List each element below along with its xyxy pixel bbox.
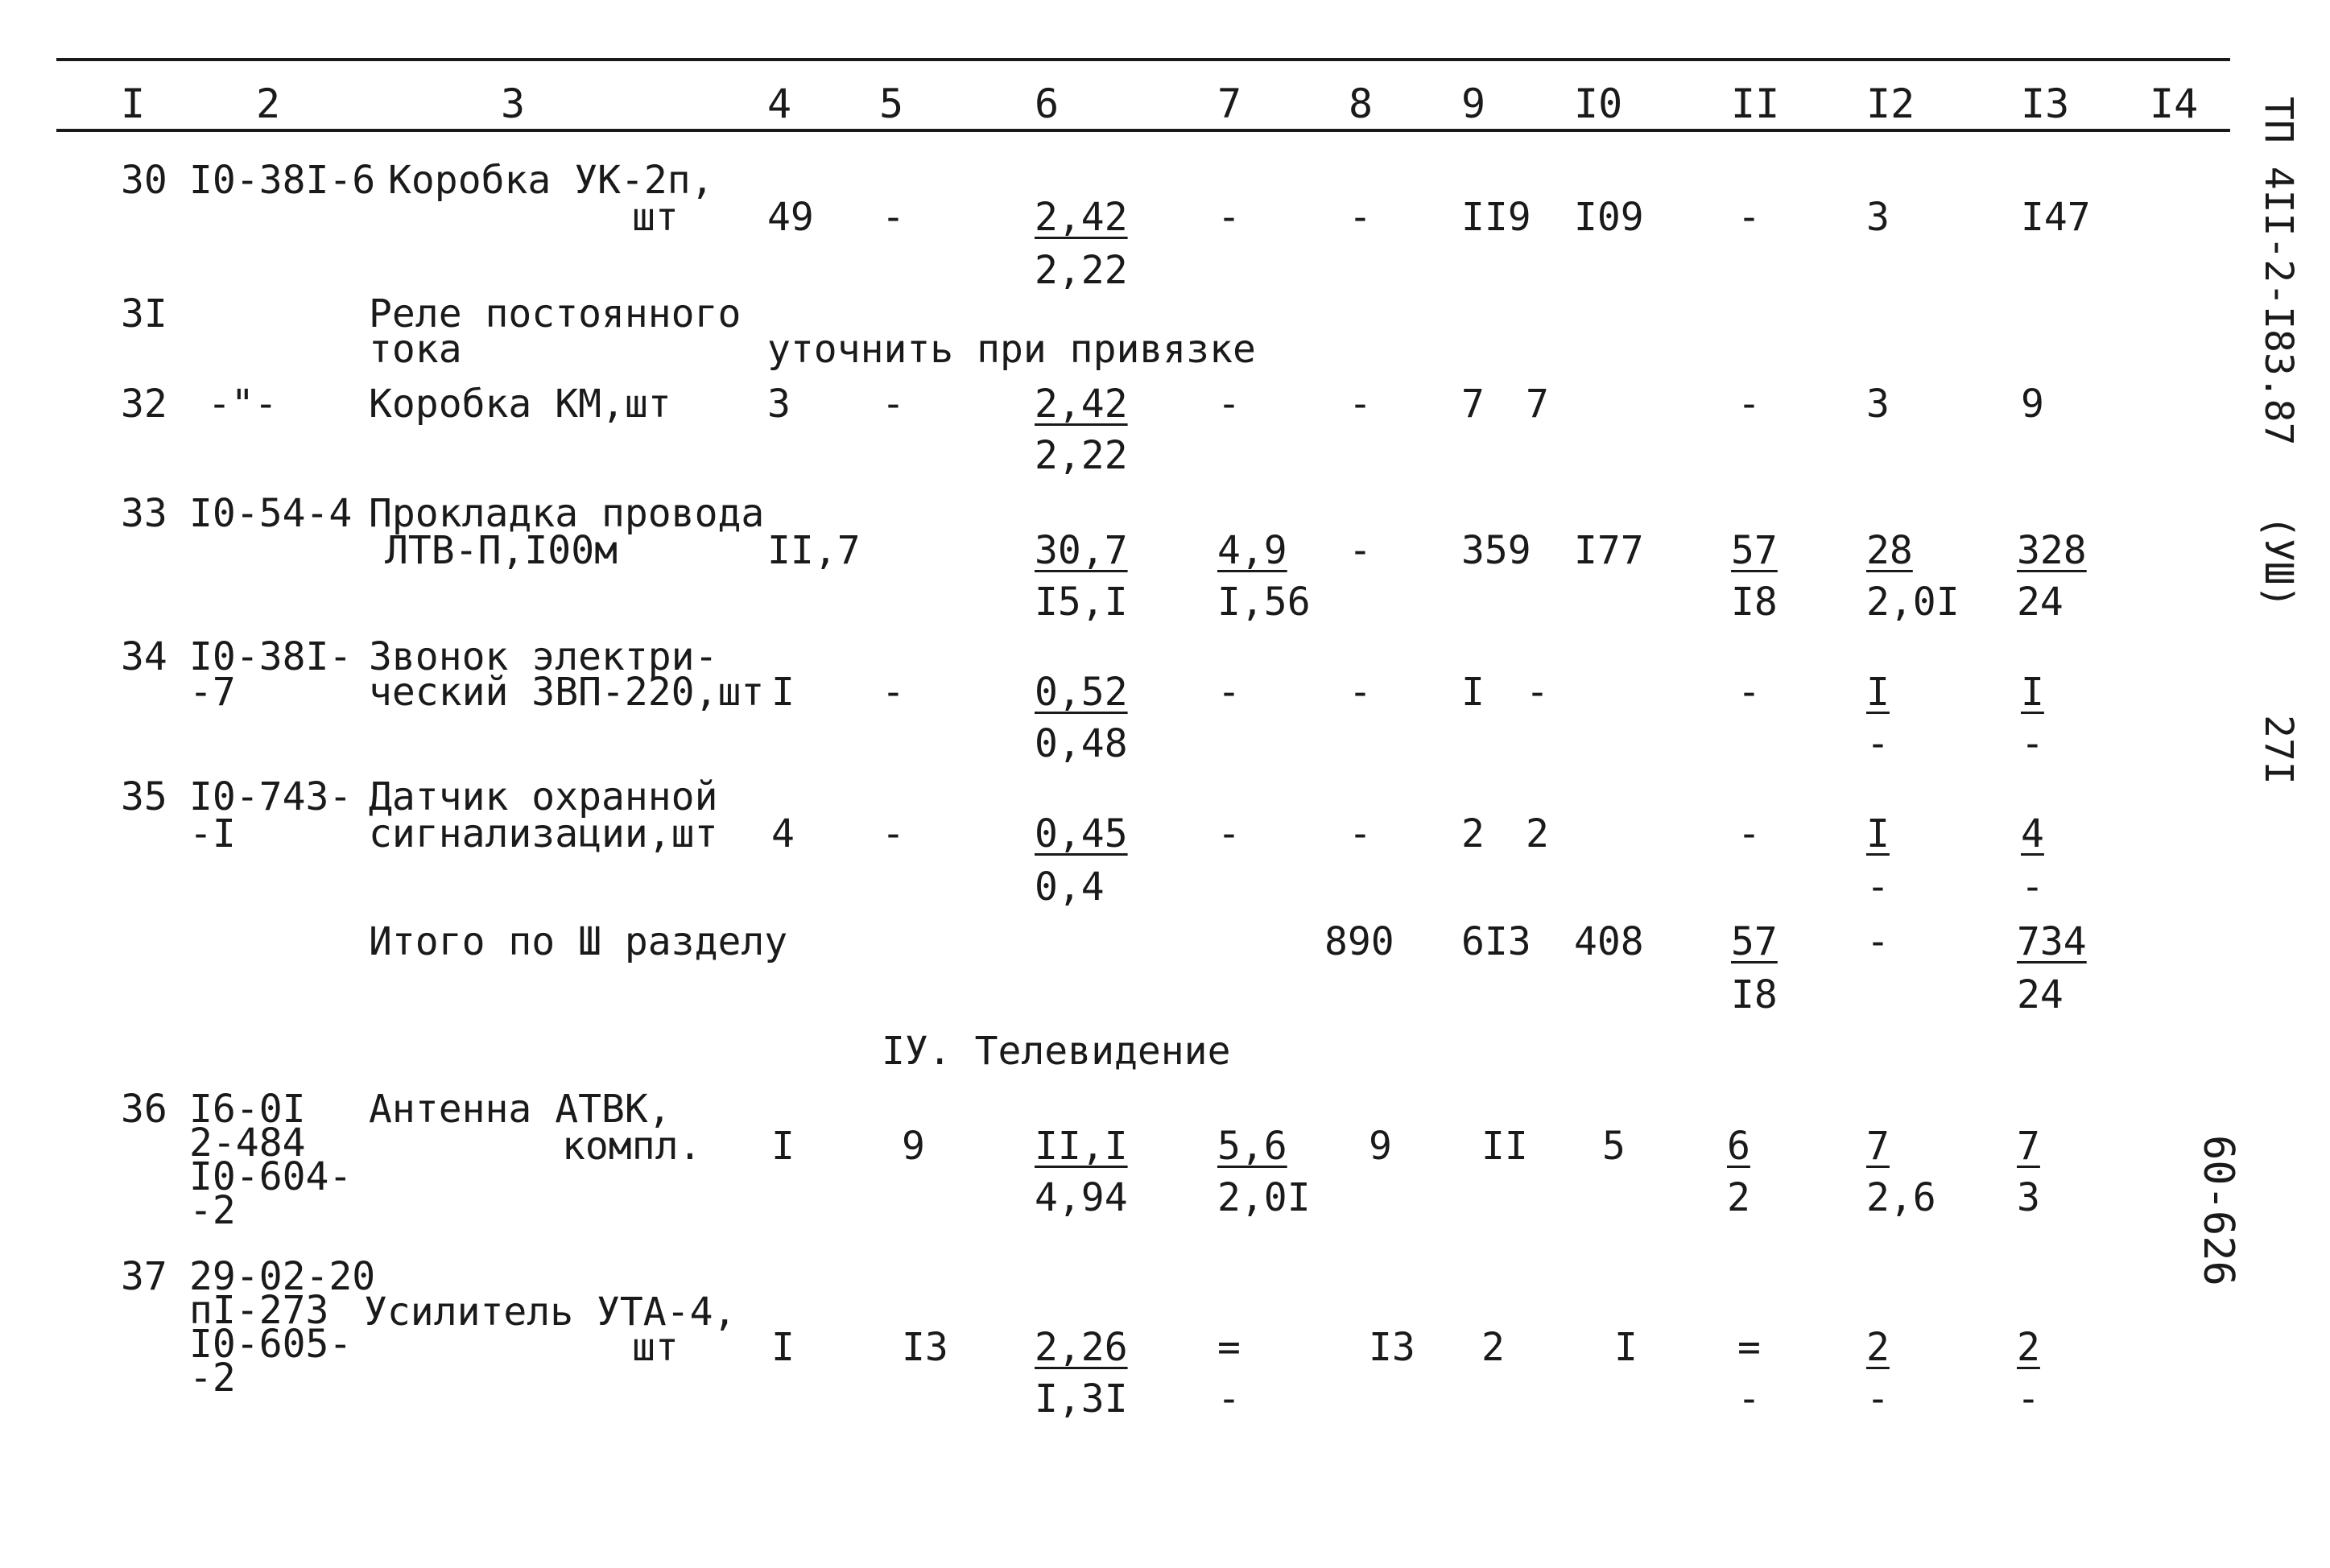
- cell-col10: I: [1614, 1325, 1638, 1370]
- cell-col4: I: [771, 1124, 795, 1169]
- col-header-5: 5: [879, 80, 904, 127]
- row-name-line2: шт: [632, 1325, 679, 1370]
- row-code-line3: I0-604-: [189, 1154, 353, 1199]
- cell-col7-bottom: I,56: [1217, 580, 1311, 625]
- cell-col11: -: [1737, 382, 1761, 427]
- cell-col9: 7: [1461, 382, 1485, 427]
- cell-col4: I: [771, 670, 795, 715]
- total-col13-top: 734: [2017, 919, 2087, 964]
- row-name-line1: Датчик охранной: [369, 774, 718, 819]
- cell-col11-bottom: 2: [1727, 1175, 1750, 1220]
- header-rule: [56, 129, 2230, 132]
- row-code-line2: 2-484: [189, 1120, 306, 1166]
- cell-col9: 2: [1481, 1325, 1505, 1370]
- row-number: 30: [121, 158, 167, 203]
- margin-page-number: 27I: [2256, 715, 2301, 785]
- cell-col9: II9: [1461, 195, 1531, 240]
- cell-col8: 9: [1369, 1124, 1392, 1169]
- cell-col10: 2: [1526, 811, 1549, 856]
- col-header-13: I3: [2021, 80, 2070, 127]
- cell-col11-bottom: I8: [1731, 580, 1778, 625]
- row-code-line4: -2: [189, 1355, 236, 1401]
- cell-col13-bottom: -: [2021, 721, 2044, 766]
- cell-col11-top: 6: [1727, 1124, 1750, 1169]
- cell-col8: I3: [1369, 1325, 1415, 1370]
- cell-col12: 3: [1866, 195, 1890, 240]
- cell-col13: 9: [2021, 382, 2044, 427]
- row-code-line1: I6-0I: [189, 1087, 306, 1132]
- cell-col12-bottom: -: [1866, 721, 1890, 766]
- cell-col9: II: [1481, 1124, 1528, 1169]
- cell-col12-top: I: [1866, 811, 1890, 856]
- cell-col12-bottom: -: [1866, 864, 1890, 910]
- total-col8: 890: [1324, 919, 1394, 964]
- row-code-line4: -2: [189, 1188, 236, 1233]
- cell-col8: -: [1349, 195, 1372, 240]
- cell-col6-top: II,I: [1035, 1124, 1128, 1169]
- cell-col6-bottom: 4,94: [1035, 1175, 1128, 1220]
- cell-col5: -: [882, 382, 905, 427]
- cell-col6-bottom: I,3I: [1035, 1376, 1128, 1422]
- cell-col5: -: [882, 811, 905, 856]
- cell-col10: I77: [1574, 528, 1644, 573]
- cell-col11-top: 57: [1731, 528, 1778, 573]
- cell-col6-bottom: 0,48: [1035, 721, 1128, 766]
- cell-col7: -: [1217, 811, 1241, 856]
- row-number: 35: [121, 774, 167, 819]
- cell-col6-bottom: I5,I: [1035, 580, 1128, 625]
- row-name-line1: Коробка УК-2п,: [388, 158, 714, 203]
- cell-col12-top: 2: [1866, 1325, 1890, 1370]
- row-code-line3: I0-605-: [189, 1322, 353, 1367]
- cell-col7: -: [1217, 195, 1241, 240]
- row-number: 34: [121, 634, 167, 679]
- section-heading: IУ. Телевидение: [882, 1029, 1231, 1074]
- col-header-12: I2: [1866, 80, 1915, 127]
- cell-col13-top: I: [2021, 670, 2044, 715]
- cell-col4: I: [771, 1325, 795, 1370]
- cell-col5: -: [882, 195, 905, 240]
- cell-col13-bottom: -: [2017, 1376, 2040, 1422]
- cell-col7-bottom: -: [1217, 1376, 1241, 1422]
- row-name-line2: шт: [632, 195, 679, 240]
- cell-col10: I09: [1574, 195, 1644, 240]
- row-name-line2: ческий ЗВП-220,шт: [369, 670, 765, 715]
- cell-col4: II,7: [767, 528, 861, 573]
- col-header-14: I4: [2150, 80, 2199, 127]
- row-code-line1: 29-02-20: [189, 1254, 376, 1299]
- cell-col13-bottom: 3: [2017, 1175, 2040, 1220]
- cell-col12-bottom: -: [1866, 1376, 1890, 1422]
- cell-col12-top: 28: [1866, 528, 1913, 573]
- row-code-line2: -I: [189, 811, 236, 856]
- cell-col13-bottom: -: [2021, 864, 2044, 910]
- row-code-line1: I0-38I-: [189, 634, 353, 679]
- cell-col7-top: =: [1217, 1325, 1241, 1370]
- col-header-4: 4: [767, 80, 792, 127]
- cell-col5: -: [882, 670, 905, 715]
- cell-col7-bottom: 2,0I: [1217, 1175, 1311, 1220]
- cell-col5: I3: [902, 1325, 948, 1370]
- cell-col6-bottom: 2,22: [1035, 433, 1128, 478]
- total-col9: 6I3: [1461, 919, 1531, 964]
- cell-col6-top: 0,52: [1035, 670, 1128, 715]
- row-name-line1: Прокладка провода: [369, 491, 765, 536]
- row-number: 32: [121, 382, 167, 427]
- row-code: I0-38I-6: [189, 158, 376, 203]
- cell-col8: -: [1349, 528, 1372, 573]
- total-label: Итого по Ш разделу: [369, 919, 788, 964]
- col-header-8: 8: [1349, 80, 1374, 127]
- cell-col4: 49: [767, 195, 814, 240]
- row-number: 33: [121, 491, 167, 536]
- row-code-line2: -7: [189, 670, 236, 715]
- row-name-line2: компл.: [562, 1124, 702, 1169]
- cell-col9: 2: [1461, 811, 1485, 856]
- cell-col6-bottom: 2,22: [1035, 248, 1128, 293]
- col-header-6: 6: [1035, 80, 1060, 127]
- cell-col11-top: =: [1737, 1325, 1761, 1370]
- cell-col7: -: [1217, 382, 1241, 427]
- row-name-line2: ЛТВ-П,I00м: [385, 528, 618, 573]
- cell-col12-bottom: 2,0I: [1866, 580, 1960, 625]
- row-name-line1: Антенна АТВК,: [369, 1087, 671, 1132]
- row-code: I0-54-4: [189, 491, 353, 536]
- col-header-2: 2: [256, 80, 281, 127]
- row-name-line1: Реле постоянного: [369, 291, 742, 336]
- cell-col6-top: 2,26: [1035, 1325, 1128, 1370]
- row-number: 36: [121, 1087, 167, 1132]
- total-col12: -: [1866, 919, 1890, 964]
- cell-col7-top: 5,6: [1217, 1124, 1287, 1169]
- cell-col13-top: 7: [2017, 1124, 2040, 1169]
- cell-col8: -: [1349, 811, 1372, 856]
- cell-col6-top: 2,42: [1035, 195, 1128, 240]
- row-code: -"-: [208, 382, 278, 427]
- top-rule: [56, 58, 2230, 61]
- cell-col10: 7: [1526, 382, 1549, 427]
- cell-col5: 9: [902, 1124, 925, 1169]
- row-code-line2: пI-273: [189, 1288, 329, 1333]
- cell-col10: 5: [1602, 1124, 1626, 1169]
- cell-col11: -: [1737, 811, 1761, 856]
- cell-col13: I47: [2021, 195, 2091, 240]
- cell-col6-bottom: 0,4: [1035, 864, 1105, 910]
- row-code-line1: I0-743-: [189, 774, 353, 819]
- total-col11-top: 57: [1731, 919, 1778, 964]
- col-header-1: I: [121, 80, 146, 127]
- col-header-7: 7: [1217, 80, 1242, 127]
- cell-col11-bottom: -: [1737, 1376, 1761, 1422]
- cell-col6-top: 0,45: [1035, 811, 1128, 856]
- cell-col8: -: [1349, 382, 1372, 427]
- cell-col9: I: [1461, 670, 1485, 715]
- cell-col8: -: [1349, 670, 1372, 715]
- total-col11-bottom: I8: [1731, 972, 1778, 1017]
- row-name-line1: Усилитель УТА-4,: [364, 1289, 737, 1335]
- col-header-10: I0: [1574, 80, 1623, 127]
- cell-col6-top: 2,42: [1035, 382, 1128, 427]
- cell-col13-top: 328: [2017, 528, 2087, 573]
- margin-doc-code: ТП 4II-2-I83.87: [2256, 97, 2301, 446]
- row-name-line1: Коробка КМ,шт: [369, 382, 671, 427]
- row-number: 3I: [121, 291, 167, 336]
- cell-col12: 3: [1866, 382, 1890, 427]
- row-note: уточнить при привязке: [767, 327, 1256, 372]
- cell-col11: -: [1737, 670, 1761, 715]
- cell-col9: 359: [1461, 528, 1531, 573]
- cell-col10: -: [1526, 670, 1549, 715]
- cell-col13-top: 4: [2021, 811, 2044, 856]
- margin-registration-number: 60-626: [2194, 1135, 2242, 1286]
- cell-col12-bottom: 2,6: [1866, 1175, 1936, 1220]
- col-header-9: 9: [1461, 80, 1486, 127]
- row-name-line2: тока: [369, 327, 462, 372]
- cell-col7: -: [1217, 670, 1241, 715]
- margin-part: (УШ): [2256, 515, 2301, 609]
- col-header-11: II: [1731, 80, 1780, 127]
- cell-col12-top: 7: [1866, 1124, 1890, 1169]
- cell-col4: 4: [771, 811, 795, 856]
- total-col13-bottom: 24: [2017, 972, 2064, 1017]
- cell-col13-bottom: 24: [2017, 580, 2064, 625]
- row-number: 37: [121, 1254, 167, 1299]
- total-col10: 408: [1574, 919, 1644, 964]
- cell-col7-top: 4,9: [1217, 528, 1287, 573]
- col-header-3: 3: [501, 80, 526, 127]
- cell-col13-top: 2: [2017, 1325, 2040, 1370]
- cell-col12-top: I: [1866, 670, 1890, 715]
- cell-col11: -: [1737, 195, 1761, 240]
- cell-col6-top: 30,7: [1035, 528, 1128, 573]
- row-name-line1: Звонок электри-: [369, 634, 718, 679]
- cell-col4: 3: [767, 382, 791, 427]
- row-name-line2: сигнализации,шт: [369, 811, 718, 856]
